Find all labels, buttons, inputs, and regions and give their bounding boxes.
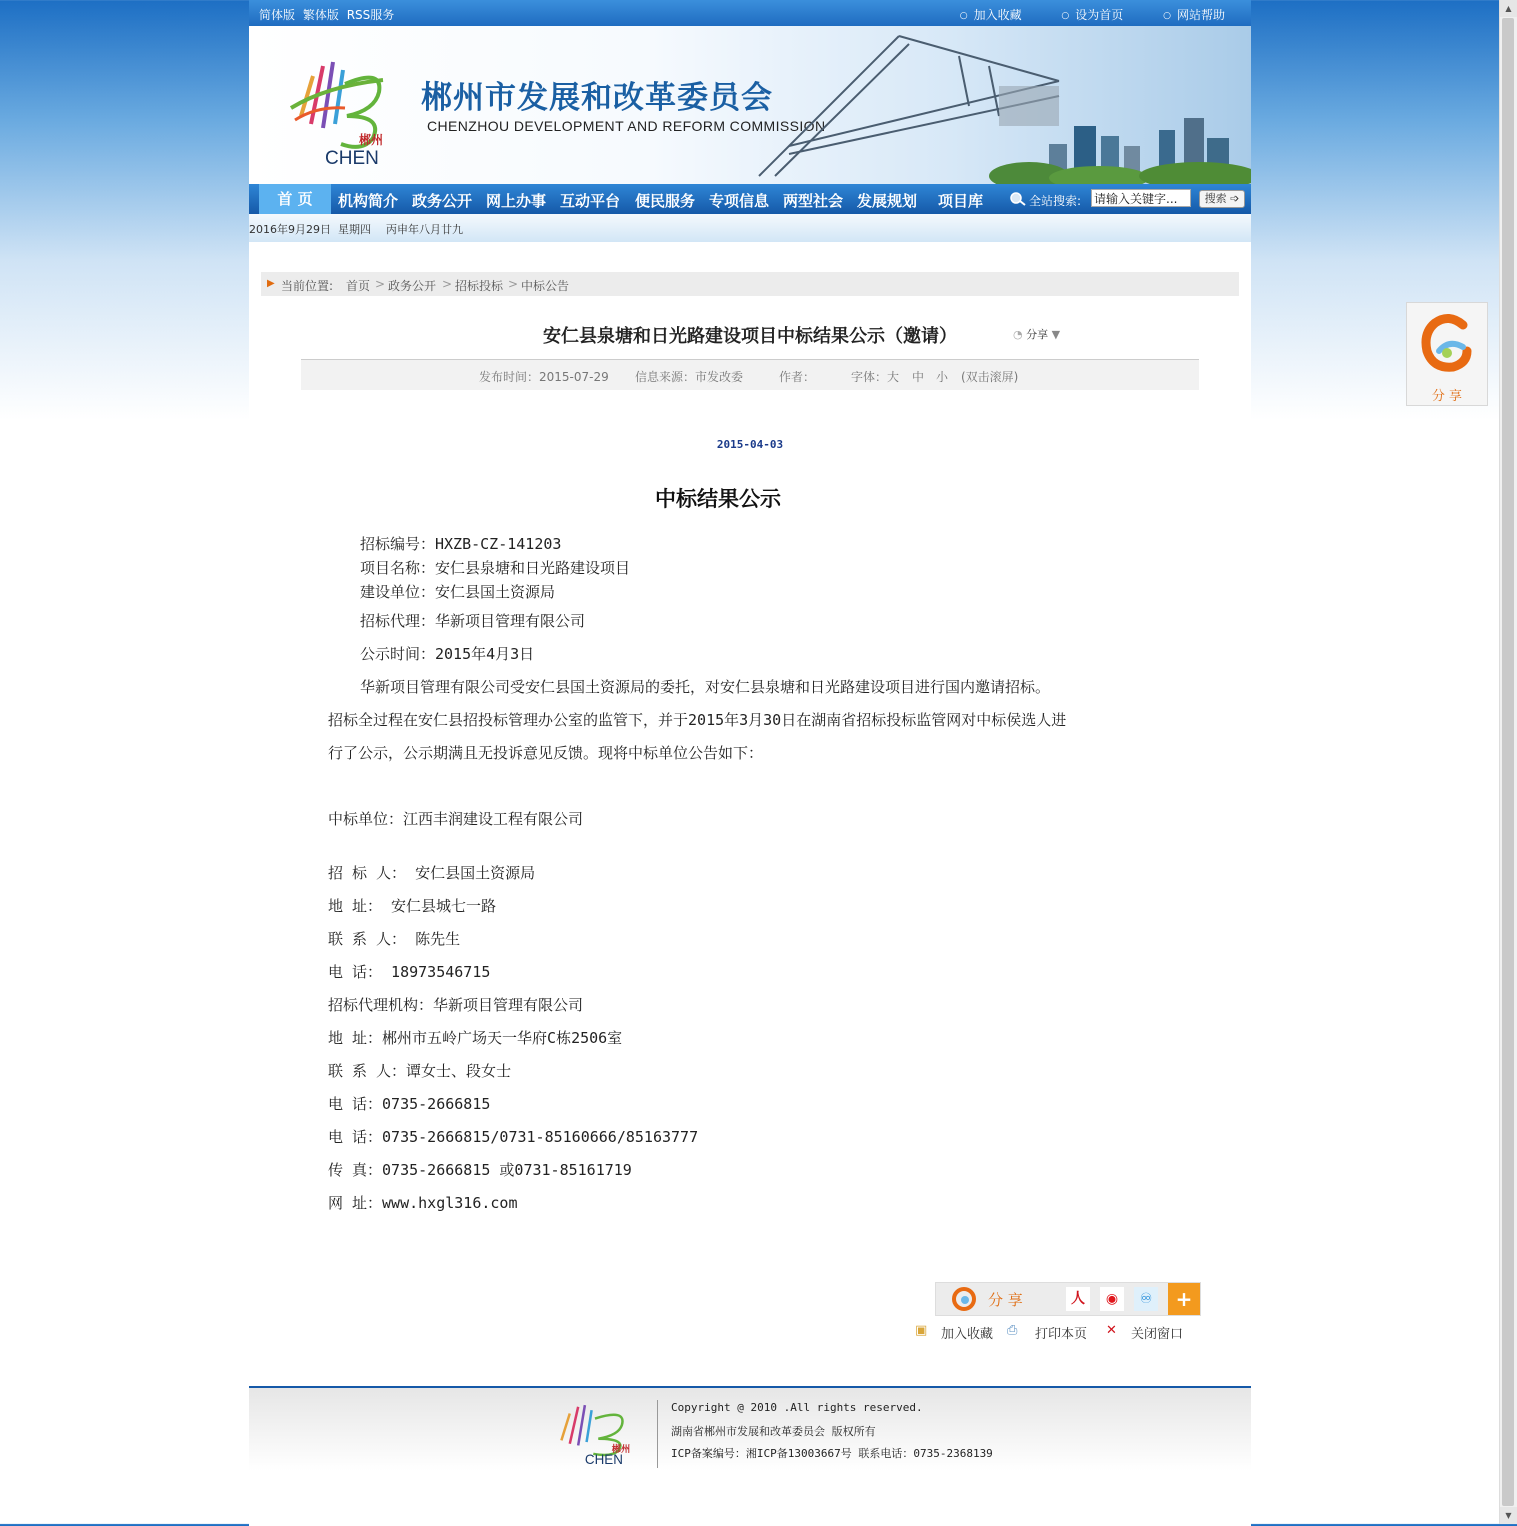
vertical-scrollbar[interactable] [1499,0,1517,1524]
breadcrumb-award-notice[interactable]: 中标公告 [521,279,570,293]
publish-time: 发布时间：2015-07-29 [479,370,609,384]
notice-heading: 中标结果公示 [655,486,781,511]
nav-item-government-affairs[interactable]: 政务公开 [412,192,473,210]
site-title: 郴州市发展和改革委员会 [421,80,773,116]
date-bar [249,214,1251,242]
site-banner [249,26,1251,184]
current-date: 2016年9月29日 [249,223,331,236]
print-page-action[interactable]: 打印本页 [1035,1327,1088,1342]
content-line: 建设单位：安仁县国土资源局 [360,583,556,601]
article-meta [301,359,1199,390]
footer-copyright: Copyright @ 2010 .All rights reserved. [671,1401,923,1414]
content-line: 项目名称：安仁县泉塘和日光路建设项目 [360,559,631,577]
favorite-folder-icon: ▣ [915,1323,928,1338]
breadcrumb-separator-icon: > [375,277,386,291]
share-label[interactable]: 分 享 [988,1291,1023,1309]
nav-item-public-services[interactable]: 便民服务 [635,192,696,210]
set-homepage-link[interactable]: ○ 设为首页 [1061,8,1123,22]
breadcrumb-government-affairs[interactable]: 政务公开 [388,279,437,293]
nav-item-organization[interactable]: 机构简介 [338,192,399,210]
scroll-up-arrow-icon[interactable]: ▲ [1500,0,1517,17]
search-icon [1009,191,1027,207]
close-window-action[interactable]: 关闭窗口 [1131,1327,1184,1342]
nav-item-two-type-society[interactable]: 两型社会 [783,192,844,210]
svg-text:CHEN: CHEN [584,1451,623,1466]
notice-date: 2015-04-03 [716,438,784,451]
main-navigation [249,184,1251,214]
breadcrumb-bidding[interactable]: 招标投标 [455,279,504,293]
content-line: 公示时间：2015年4月3日 [360,645,535,663]
content-line: 电 话：0735-2666815/0731-85160666/85163777 [328,1128,699,1146]
simplified-chinese-link[interactable]: 简体版 [259,8,296,22]
close-icon: ✕ [1106,1323,1117,1338]
weibo-share-icon[interactable]: ◉ [1100,1287,1124,1311]
content-line: 联 系 人：谭女士、段女士 [328,1062,512,1080]
renren-share-icon[interactable]: 人 [1066,1287,1090,1311]
footer-divider [657,1400,658,1468]
content-line: 网 址：www.hxgl316.com [328,1194,518,1212]
nav-home[interactable]: 首 页 [259,184,331,214]
content-line: 联 系 人： 陈先生 [328,930,461,948]
add-favorite-link[interactable]: ○ 加入收藏 [960,8,1022,22]
content-line: 招标代理：华新项目管理有限公司 [360,612,586,630]
content-line: 招 标 人： 安仁县国土资源局 [328,864,536,882]
footer-icp: ICP备案编号：湘ICP备13003667号 联系电话：0735-2368139 [671,1447,993,1460]
more-share-plus-icon[interactable]: + [1168,1283,1200,1315]
traditional-chinese-link[interactable]: 繁体版 [302,8,339,22]
top-utility-bar [249,0,1251,26]
site-footer [249,1386,1251,1526]
svg-text:郴州: 郴州 [611,1444,631,1456]
svg-text:郴州: 郴州 [359,133,384,147]
share-logo-icon[interactable] [952,1287,976,1311]
lunar-date: 丙申年八月廿九 [386,223,463,236]
arrow-right-icon: ➩ [1230,192,1240,205]
nav-item-project-library[interactable]: 项目库 [938,192,984,210]
breadcrumb-arrow-icon: ▶ [267,278,275,289]
crane-illustration [729,26,1251,184]
content-line: 电 话： 18973546715 [328,963,491,981]
content-line: 地 址： 安仁县城七一路 [328,897,497,915]
nav-item-development-plan[interactable]: 发展规划 [857,192,918,210]
font-size-label: 字体： [851,370,888,384]
breadcrumb-home[interactable]: 首页 [346,279,371,293]
content-line: 招标全过程在安仁县招投标管理办公室的监管下，并于2015年3月30日在湖南省招标投标监管网对中标侯选人进 [328,711,1067,729]
nav-item-special-info[interactable]: 专项信息 [709,192,770,210]
footer-logo [553,1398,647,1466]
side-share-label: 分 享 [1431,389,1463,404]
font-medium-button[interactable]: 中 [912,370,925,384]
breadcrumb-separator-icon: > [508,277,519,291]
search-input[interactable] [1091,189,1191,207]
scroll-down-arrow-icon[interactable]: ▼ [1500,1507,1517,1524]
breadcrumb-separator-icon: > [442,277,453,291]
content-line: 招标代理机构：华新项目管理有限公司 [328,996,584,1014]
search-button[interactable]: 搜索 ➩ [1199,190,1245,208]
font-large-button[interactable]: 大 [887,370,900,384]
search-label: 全站搜索: [1029,194,1082,208]
content-line: 行了公示，公示期满且无投诉意见反馈。现将中标单位公告如下： [328,744,764,762]
content-line: 中标单位：江西丰润建设工程有限公司 [328,810,584,828]
site-help-link[interactable]: ○ 网站帮助 [1163,8,1225,22]
breadcrumb-label: 当前位置: [281,279,334,293]
footer-owner: 湖南省郴州市发展和改革委员会 版权所有 [671,1425,876,1438]
page-container [249,0,1251,1524]
content-line: 地 址：郴州市五岭广场天一华府C栋2506室 [328,1029,623,1047]
add-favorite-action[interactable]: 加入收藏 [941,1327,994,1342]
share-dropdown[interactable]: ◔ 分享 ▼ [1013,328,1061,341]
rss-link[interactable]: RSS服务 [346,8,395,22]
current-weekday: 星期四 [338,223,371,236]
breadcrumb [261,272,1239,296]
share-logo-icon: ◔ [1013,328,1023,341]
double-click-scroll-hint: (双击滚屏) [961,370,1019,384]
author: 作者： [779,370,816,384]
share-logo-icon [1419,311,1475,375]
tencent-share-icon[interactable]: ♾ [1134,1287,1158,1311]
chevron-down-icon: ▼ [1051,328,1061,341]
chenzhou-logo [287,46,399,166]
nav-item-online-services[interactable]: 网上办事 [486,192,547,210]
nav-item-interaction[interactable]: 互动平台 [560,192,621,210]
svg-text:CHEN: CHEN [325,148,379,166]
content-line: 传 真：0735-2666815 或0731-85161719 [328,1161,632,1179]
scrollbar-thumb[interactable] [1502,18,1514,1506]
info-source: 信息来源：市发改委 [635,370,744,384]
site-title-english: CHENZHOU DEVELOPMENT AND REFORM COMMISSION [427,118,826,134]
content-line: 华新项目管理有限公司受安仁县国土资源局的委托，对安仁县泉塘和日光路建设项目进行国内邀请招标。 [360,678,1051,696]
content-line: 招标编号：HXZB-CZ-141203 [360,535,562,553]
font-small-button[interactable]: 小 [936,370,949,384]
article-title: 安仁县泉塘和日光路建设项目中标结果公示（邀请） [543,326,957,347]
content-line: 电 话：0735-2666815 [328,1095,491,1113]
share-bar [935,1282,1201,1316]
printer-icon: ⎙ [1007,1323,1018,1338]
floating-share-button[interactable] [1406,302,1488,406]
